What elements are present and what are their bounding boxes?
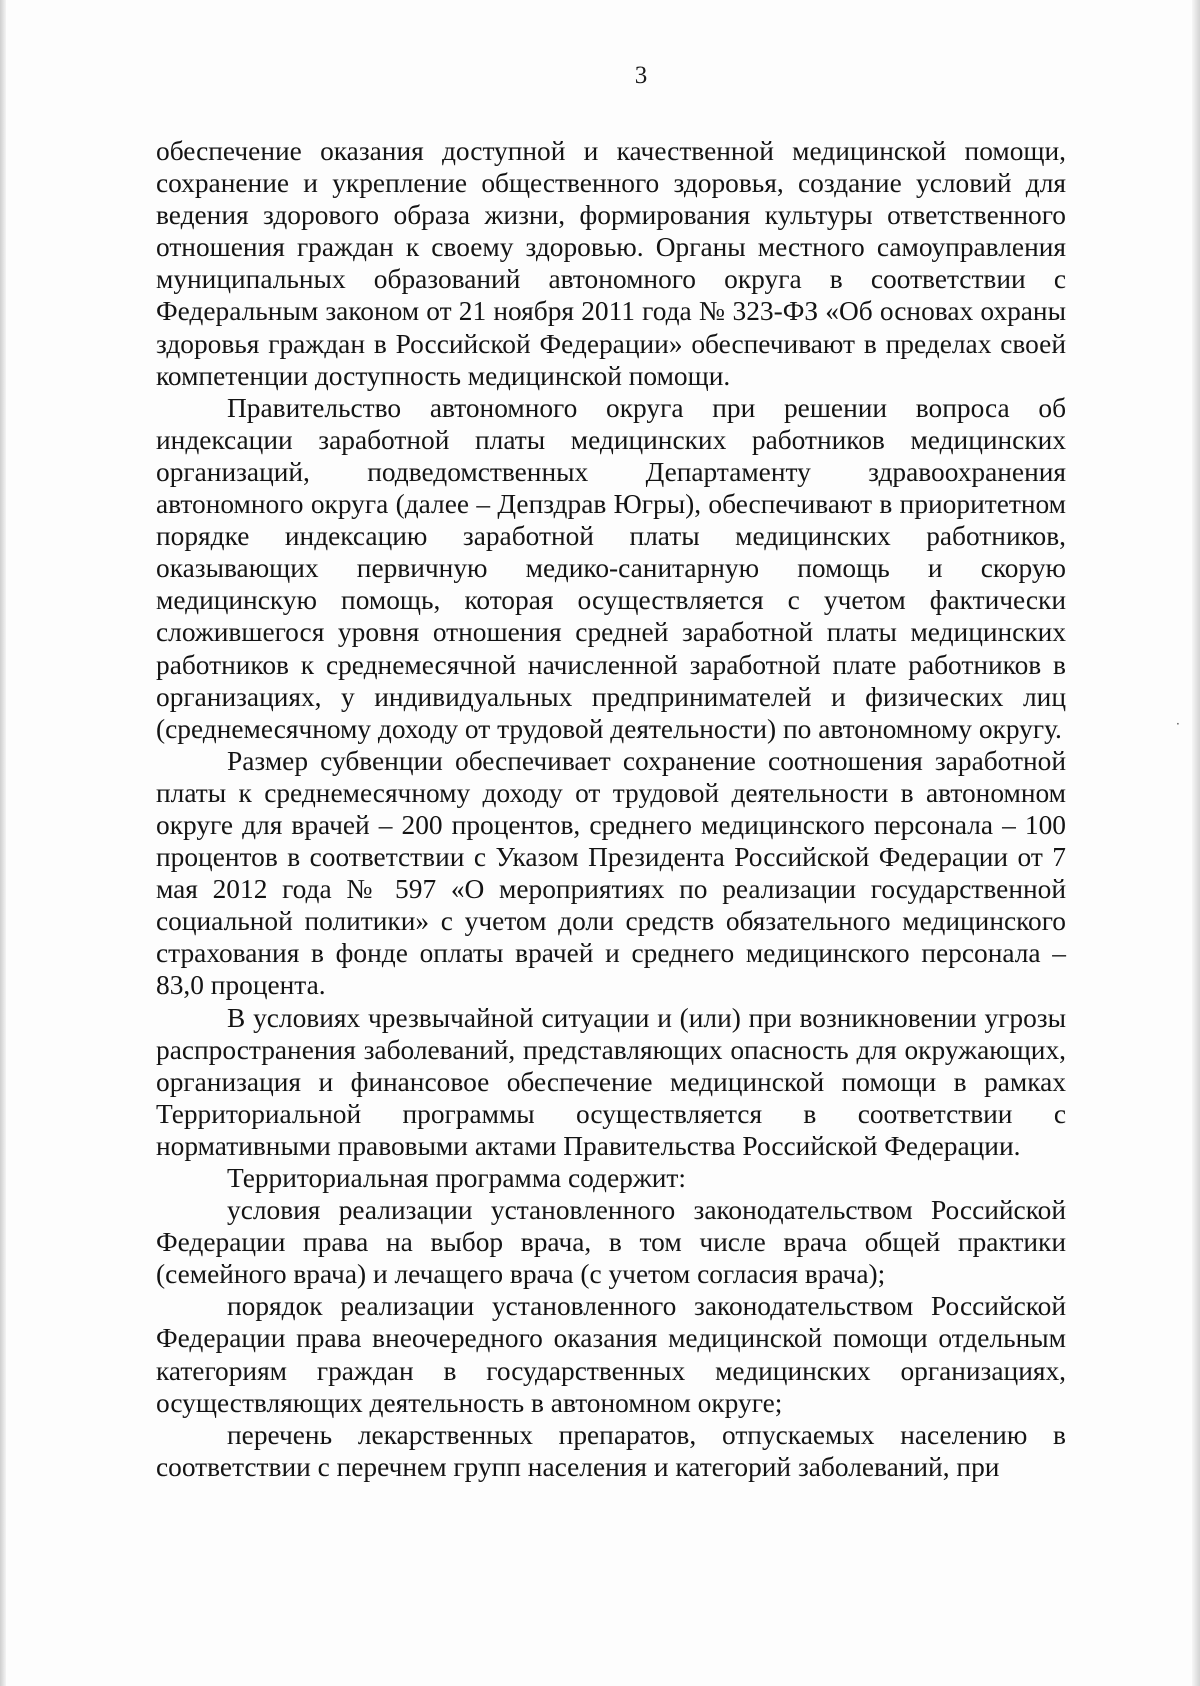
paragraph-5: Территориальная программа содержит:: [227, 1163, 687, 1193]
scan-speck: ·: [1176, 717, 1180, 731]
paragraph-8: перечень лекарственных препаратов, отпускаемых населению в соответствии с перечнем групп населения и категорий заболеваний, при: [156, 1419, 1066, 1482]
paragraph-1: обеспечение оказания доступной и качественной медицинской помощи, сохранение и укрепление общественного здоровья, создание условий для ведения здорового образа жизни, формирования культуры ответственного отношения граждан к своему здоровью. Органы местного самоуправления муниципальных образований автономного округа в соответствии с Федеральным законом от 21 ноября 2011 года № 323-ФЗ «Об основах охраны здоровья граждан в Российской Федерации» обеспечивают в пределах своей компетенции доступность медицинской помощи.: [156, 136, 1066, 391]
page-number: 3: [634, 62, 648, 89]
paragraph-4: В условиях чрезвычайной ситуации и (или) при возникновении угрозы распространения заболеваний, представляющих опасность для окружающих, организация и финансовое обеспечение медицинской помощи в рамках Территориальной программы осуществляется в соответствии с нормативными правовыми актами Правительства Российской Федерации.: [156, 1002, 1066, 1161]
document-body: [156, 135, 1066, 1483]
paragraph-7: порядок реализации установленного законодательством Российской Федерации права внеочередного оказания медицинской помощи отдельным категориям граждан в государственных медицинских организациях, осуществляющих деятельность в автономном округе;: [156, 1291, 1066, 1418]
scan-edge-left: [0, 0, 6, 1686]
paragraph-3: Размер субвенции обеспечивает сохранение соотношения заработной платы к среднемесячному доходу от трудовой деятельности в автономном округе для врачей – 200 процентов, среднего медицинского персонала – 100 процентов в соответствии с Указом Президента Российской Федерации от 7 мая 2012 года № 597 «О мероприятиях по реализации государственной социальной политики» с учетом доли средств обязательного медицинского страхования в фонде оплаты врачей и среднего медицинского персонала – 83,0 процента.: [156, 745, 1066, 1001]
paragraph-2: Правительство автономного округа при решении вопроса об индексации заработной платы медицинских работников медицинских организаций, подведомственных Департаменту здравоохранения автономного округа (далее – Депздрав Югры), обеспечивают в приоритетном порядке индексацию заработной платы медицинских работников, оказывающих первичную медико-санитарную помощь и скорую медицинскую помощь, которая осуществляется с учетом фактически сложившегося уровня отношения средней заработной платы медицинских работников к среднемесячной начисленной заработной плате работников в организациях, у индивидуальных предпринимателей и физических лиц (среднемесячному доходу от трудовой деятельности) по автономному округу.: [156, 392, 1066, 744]
scan-edge-right: [1192, 0, 1200, 1686]
paragraph-6: условия реализации установленного законодательством Российской Федерации права на выбор врача, в том числе врача общей практики (семейного врача) и лечащего врача (с учетом согласия врача);: [156, 1195, 1066, 1290]
